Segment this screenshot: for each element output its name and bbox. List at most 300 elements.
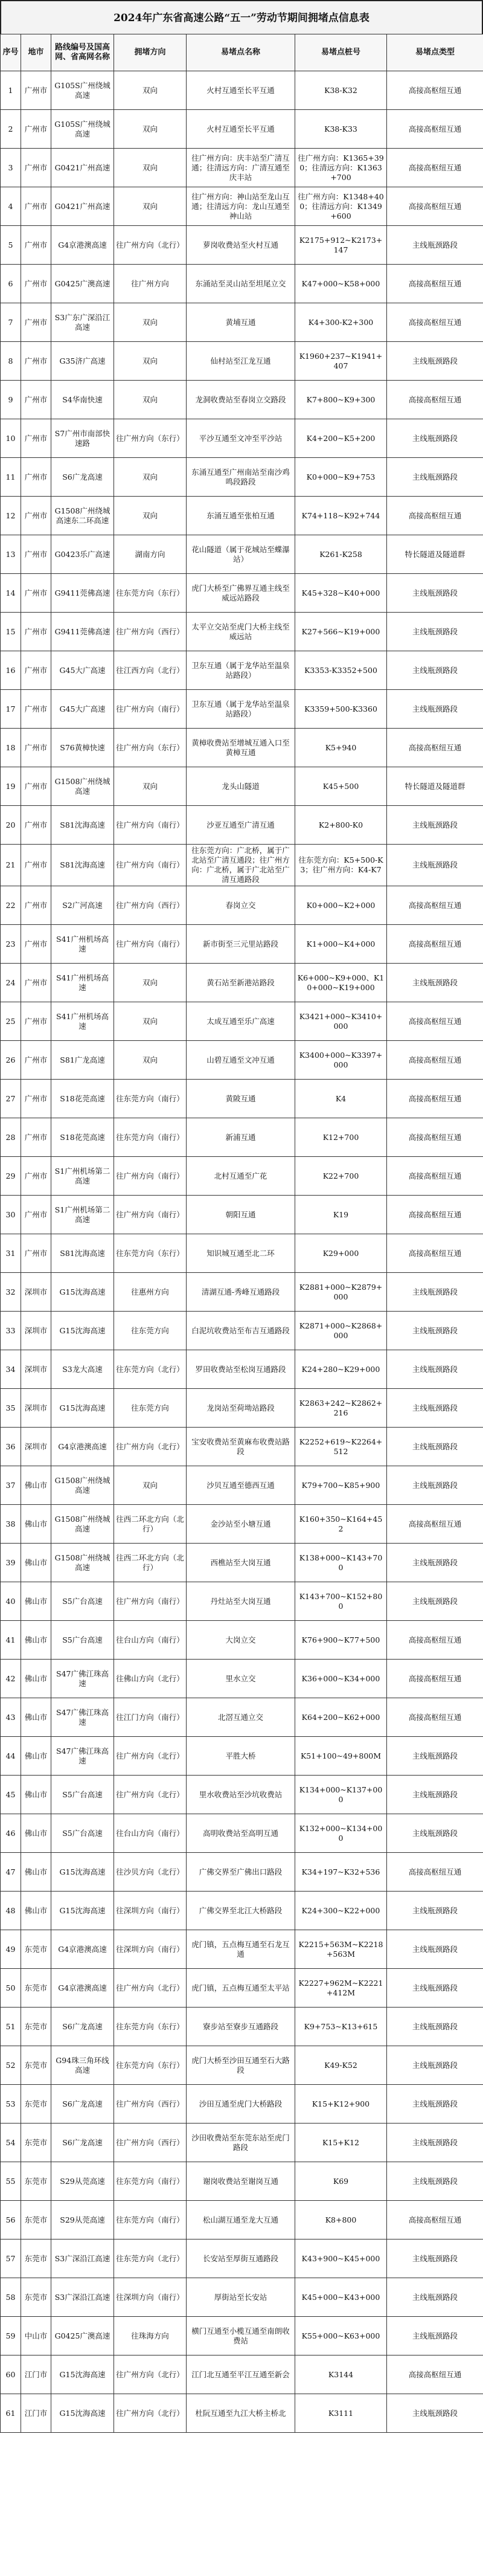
cell-direction: 往广州方向（南行）: [114, 806, 187, 845]
cell-type: 主线瓶颈路段: [387, 419, 483, 458]
table-row: [1, 1080, 483, 1118]
cell-stake: K69: [295, 2162, 387, 2201]
cell-stake: K134+000~K137+000: [295, 1776, 387, 1814]
cell-no: 8: [1, 342, 21, 381]
cell-stake: K1960+237~K1941+407: [295, 342, 387, 381]
cell-point-name: 大岗立交: [187, 1621, 295, 1660]
table-row: [1, 1737, 483, 1776]
cell-route: S47广佛江珠高速: [51, 1660, 114, 1698]
cell-no: 21: [1, 845, 21, 886]
cell-type: 高接高枢纽互通: [387, 71, 483, 110]
cell-route: G15沈海高速: [51, 2394, 114, 2433]
cell-point-name: 白泥坑收费站至布吉互通路段: [187, 1312, 295, 1350]
cell-direction: 双向: [114, 1002, 187, 1041]
cell-city: 广州市: [21, 71, 51, 110]
cell-city: 佛山市: [21, 1466, 51, 1505]
cell-stake: K49-K52: [295, 2046, 387, 2085]
cell-direction: 双向: [114, 767, 187, 806]
table-row: [1, 925, 483, 964]
cell-type: 高接高枢纽互通: [387, 1196, 483, 1234]
cell-type: 主线瓶颈路段: [387, 2240, 483, 2278]
cell-no: 34: [1, 1350, 21, 1389]
cell-point-name: 黄陂互通: [187, 1080, 295, 1118]
cell-city: 江门市: [21, 2355, 51, 2394]
cell-point-name: 黄石站至新港站路段: [187, 964, 295, 1002]
cell-route: G1508广州绕城高速: [51, 1544, 114, 1582]
cell-stake: K5+940: [295, 729, 387, 767]
table-row: [1, 1466, 483, 1505]
cell-no: 25: [1, 1002, 21, 1041]
cell-stake: K3144: [295, 2355, 387, 2394]
cell-stake: K15+K12: [295, 2124, 387, 2162]
cell-route: S29从莞高速: [51, 2162, 114, 2201]
cell-route: S41广州机场高速: [51, 1002, 114, 1041]
cell-route: G1508广州绕城高速: [51, 1505, 114, 1544]
cell-type: 主线瓶颈路段: [387, 806, 483, 845]
cell-city: 广州市: [21, 729, 51, 767]
cell-route: G15沈海高速: [51, 1892, 114, 1930]
cell-route: S3广深沿江高速: [51, 2240, 114, 2278]
table-header-row: [1, 34, 483, 71]
cell-city: 广州市: [21, 419, 51, 458]
cell-no: 54: [1, 2124, 21, 2162]
cell-type: 高接高枢纽互通: [387, 1853, 483, 1892]
cell-point-name: 谢岗收费站至谢岗互通: [187, 2162, 295, 2201]
cell-stake: K2863+242~K2862+216: [295, 1389, 387, 1428]
cell-city: 广州市: [21, 964, 51, 1002]
cell-no: 41: [1, 1621, 21, 1660]
cell-type: 主线瓶颈路段: [387, 1776, 483, 1814]
cell-no: 39: [1, 1544, 21, 1582]
cell-point-name: 花山隧道（属于花城站至蝶瀑站）: [187, 535, 295, 574]
table-row: [1, 767, 483, 806]
cell-route: S5广台高速: [51, 1621, 114, 1660]
cell-route: S76黄樟快速: [51, 729, 114, 767]
cell-direction: 往深圳方向（南行）: [114, 2278, 187, 2317]
cell-type: 高接高枢纽互通: [387, 2201, 483, 2240]
cell-type: 主线瓶颈路段: [387, 2317, 483, 2355]
cell-no: 27: [1, 1080, 21, 1118]
cell-stake: K64+200~K62+000: [295, 1698, 387, 1737]
cell-point-name: 里水收费站至沙坑收费站: [187, 1776, 295, 1814]
cell-stake: K6+000~K9+000、K10+000~K19+000: [295, 964, 387, 1002]
cell-city: 东莞市: [21, 2124, 51, 2162]
cell-type: 主线瓶颈路段: [387, 1969, 483, 2008]
cell-point-name: 东涌站至灵山站至坦尾立交: [187, 265, 295, 303]
cell-city: 东莞市: [21, 2085, 51, 2124]
cell-point-name: 罗田收费站至松岗互通路段: [187, 1350, 295, 1389]
cell-city: 深圳市: [21, 1428, 51, 1466]
cell-direction: 往广州方向（西行）: [114, 886, 187, 925]
cell-route: G105S广州绕城高速: [51, 71, 114, 110]
cell-route: G0425广澳高速: [51, 2317, 114, 2355]
cell-no: 23: [1, 925, 21, 964]
cell-stake: K19: [295, 1196, 387, 1234]
table-row: [1, 2201, 483, 2240]
cell-route: S1广州机场第二高速: [51, 1196, 114, 1234]
cell-stake: K138+000~K143+700: [295, 1544, 387, 1582]
cell-no: 58: [1, 2278, 21, 2317]
cell-direction: 往广州方向（南行）: [114, 925, 187, 964]
cell-city: 佛山市: [21, 1776, 51, 1814]
cell-direction: 往珠海方向: [114, 2317, 187, 2355]
table-row: [1, 1930, 483, 1969]
table-row: [1, 342, 483, 381]
cell-type: 高接高枢纽互通: [387, 1118, 483, 1157]
cell-city: 广州市: [21, 767, 51, 806]
cell-direction: 往广州方向（北行）: [114, 1737, 187, 1776]
cell-point-name: 往东莞方向：广北桥，属于广北站至广清互通段；往广州方向：广北桥，属于广北站至广清互通路段: [187, 845, 295, 886]
cell-route: S47广佛江珠高速: [51, 1737, 114, 1776]
cell-point-name: 萝岗收费站至火村互通: [187, 226, 295, 265]
cell-direction: 双向: [114, 303, 187, 342]
cell-point-name: 丹灶站至大岗互通: [187, 1582, 295, 1621]
cell-no: 5: [1, 226, 21, 265]
table-body: [1, 71, 483, 2433]
cell-stake: 往广州方向：K1348+400；往清远方向：K1349+600: [295, 187, 387, 226]
table-row: [1, 2046, 483, 2085]
cell-city: 广州市: [21, 381, 51, 419]
cell-point-name: 火村互通至长平互通: [187, 110, 295, 149]
cell-city: 东莞市: [21, 2278, 51, 2317]
table-row: [1, 1428, 483, 1466]
cell-route: S6广龙高速: [51, 2085, 114, 2124]
cell-no: 47: [1, 1853, 21, 1892]
cell-no: 24: [1, 964, 21, 1002]
cell-no: 4: [1, 187, 21, 226]
cell-stake: K79+700~K85+900: [295, 1466, 387, 1505]
table-row: [1, 2008, 483, 2046]
table-row: [1, 187, 483, 226]
cell-point-name: 知识城互通至北二环: [187, 1234, 295, 1273]
table-row: [1, 1505, 483, 1544]
cell-route: G4京港澳高速: [51, 1969, 114, 2008]
cell-type: 主线瓶颈路段: [387, 1737, 483, 1776]
table-row: [1, 1621, 483, 1660]
cell-city: 深圳市: [21, 1350, 51, 1389]
cell-route: S5广台高速: [51, 1814, 114, 1853]
cell-type: 特长隧道及隧道群: [387, 767, 483, 806]
cell-route: S6广龙高速: [51, 458, 114, 497]
cell-point-name: 黄埔互通: [187, 303, 295, 342]
cell-stake: K3400+000~K3397+000: [295, 1041, 387, 1080]
table-row: [1, 2124, 483, 2162]
cell-direction: 双向: [114, 1041, 187, 1080]
cell-city: 广州市: [21, 613, 51, 651]
cell-no: 29: [1, 1157, 21, 1196]
cell-stake: K24+280~K29+000: [295, 1350, 387, 1389]
cell-type: 高接高枢纽互通: [387, 2355, 483, 2394]
cell-type: 主线瓶颈路段: [387, 1428, 483, 1466]
header-city: 地市: [21, 34, 51, 71]
table-row: [1, 149, 483, 187]
cell-city: 广州市: [21, 925, 51, 964]
cell-type: 高接高枢纽互通: [387, 729, 483, 767]
cell-stake: K36+000~K34+000: [295, 1660, 387, 1698]
cell-city: 广州市: [21, 1196, 51, 1234]
cell-stake: K45+328~K40+000: [295, 574, 387, 613]
cell-point-name: 广佛交界至北江大桥路段: [187, 1892, 295, 1930]
cell-no: 36: [1, 1428, 21, 1466]
table-row: [1, 2394, 483, 2433]
cell-city: 广州市: [21, 110, 51, 149]
cell-type: 高接高枢纽互通: [387, 110, 483, 149]
cell-no: 60: [1, 2355, 21, 2394]
table-row: [1, 1582, 483, 1621]
cell-type: 主线瓶颈路段: [387, 574, 483, 613]
table-row: [1, 265, 483, 303]
cell-type: 主线瓶颈路段: [387, 1544, 483, 1582]
cell-point-name: 杜阮互通至九江大桥主桥北: [187, 2394, 295, 2433]
cell-stake: K2252+619~K2264+512: [295, 1428, 387, 1466]
header-type: 易堵点类型: [387, 34, 483, 71]
cell-stake: K2881+000~K2879+000: [295, 1273, 387, 1312]
cell-point-name: 东涌互通至广州南站至南沙鸡鸣段路段: [187, 458, 295, 497]
table-row: [1, 419, 483, 458]
cell-direction: 往广州方向（东行）: [114, 419, 187, 458]
cell-direction: 往沙贝方向（北行）: [114, 1853, 187, 1892]
cell-route: G9411莞佛高速: [51, 613, 114, 651]
cell-point-name: 山碧互通至文冲互通: [187, 1041, 295, 1080]
header-point-name: 易堵点名称: [187, 34, 295, 71]
cell-type: 主线瓶颈路段: [387, 1312, 483, 1350]
cell-city: 东莞市: [21, 2240, 51, 2278]
cell-point-name: 里水立交: [187, 1660, 295, 1698]
table-row: [1, 1814, 483, 1853]
cell-city: 广州市: [21, 1157, 51, 1196]
cell-type: 高接高枢纽互通: [387, 1660, 483, 1698]
cell-type: 主线瓶颈路段: [387, 845, 483, 886]
cell-route: G0425广澳高速: [51, 265, 114, 303]
cell-type: 主线瓶颈路段: [387, 1466, 483, 1505]
table-row: [1, 1660, 483, 1698]
cell-direction: 往东莞方向: [114, 1389, 187, 1428]
cell-type: 主线瓶颈路段: [387, 226, 483, 265]
cell-type: 高接高枢纽互通: [387, 1002, 483, 1041]
cell-point-name: 沙亚互通至广清互通: [187, 806, 295, 845]
cell-direction: 往深圳方向（南行）: [114, 1930, 187, 1969]
cell-route: S81广龙高速: [51, 1041, 114, 1080]
cell-stake: K15+K12+900: [295, 2085, 387, 2124]
cell-point-name: 宝安收费站至黄麻布收费站路段: [187, 1428, 295, 1466]
cell-city: 广州市: [21, 265, 51, 303]
cell-stake: K51+100~49+800M: [295, 1737, 387, 1776]
cell-stake: K76+900~K77+500: [295, 1621, 387, 1660]
cell-point-name: 东涌互通至张柏互通: [187, 497, 295, 535]
cell-route: S47广佛江珠高速: [51, 1698, 114, 1737]
cell-no: 13: [1, 535, 21, 574]
cell-stake: K3421+000~K3410+000: [295, 1002, 387, 1041]
cell-type: 高接高枢纽互通: [387, 187, 483, 226]
cell-type: 高接高枢纽互通: [387, 265, 483, 303]
table-row: [1, 1350, 483, 1389]
cell-no: 49: [1, 1930, 21, 1969]
cell-no: 31: [1, 1234, 21, 1273]
cell-point-name: 虎门镇，五点梅互通至太平站: [187, 1969, 295, 2008]
cell-direction: 湖南方向: [114, 535, 187, 574]
cell-stake: K2227+962M~K2221+412M: [295, 1969, 387, 2008]
cell-city: 广州市: [21, 303, 51, 342]
cell-type: 高接高枢纽互通: [387, 1157, 483, 1196]
cell-route: S3广深沿江高速: [51, 2278, 114, 2317]
cell-no: 46: [1, 1814, 21, 1853]
cell-direction: 往东莞方向（东行）: [114, 1234, 187, 1273]
table-row: [1, 1969, 483, 2008]
cell-type: 高接高枢纽互通: [387, 925, 483, 964]
cell-point-name: 龙洞收费站至春岗立交路段: [187, 381, 295, 419]
cell-direction: 往东莞方向（南行）: [114, 1080, 187, 1118]
cell-city: 广州市: [21, 1041, 51, 1080]
cell-type: 主线瓶颈路段: [387, 2046, 483, 2085]
cell-city: 广州市: [21, 845, 51, 886]
page-title: 2024年广东省高速公路“五一”劳动节期间拥堵点信息表: [0, 0, 483, 34]
cell-point-name: 广佛交界至广佛出口路段: [187, 1853, 295, 1892]
cell-city: 广州市: [21, 690, 51, 729]
cell-point-name: 虎门镇，五点梅互通至石龙互通: [187, 1930, 295, 1969]
cell-route: S2广河高速: [51, 886, 114, 925]
cell-city: 佛山市: [21, 1814, 51, 1853]
table-row: [1, 690, 483, 729]
cell-stake: K8+800: [295, 2201, 387, 2240]
cell-no: 11: [1, 458, 21, 497]
table-row: [1, 1002, 483, 1041]
cell-type: 主线瓶颈路段: [387, 2008, 483, 2046]
cell-point-name: 平胜大桥: [187, 1737, 295, 1776]
cell-type: 主线瓶颈路段: [387, 2162, 483, 2201]
cell-route: G4京港澳高速: [51, 226, 114, 265]
table-row: [1, 845, 483, 886]
cell-type: 主线瓶颈路段: [387, 1814, 483, 1853]
cell-city: 佛山市: [21, 1544, 51, 1582]
cell-point-name: 沙田互通至虎门大桥路段: [187, 2085, 295, 2124]
cell-direction: 双向: [114, 149, 187, 187]
cell-stake: K27+566~K19+000: [295, 613, 387, 651]
cell-direction: 往东莞方向（东行）: [114, 2046, 187, 2085]
cell-route: G15沈海高速: [51, 1312, 114, 1350]
cell-no: 10: [1, 419, 21, 458]
cell-no: 56: [1, 2201, 21, 2240]
cell-city: 广州市: [21, 1234, 51, 1273]
cell-route: S29从莞高速: [51, 2201, 114, 2240]
cell-route: G15沈海高速: [51, 1389, 114, 1428]
cell-type: 特长隧道及隧道群: [387, 535, 483, 574]
cell-no: 18: [1, 729, 21, 767]
cell-city: 广州市: [21, 651, 51, 690]
cell-stake: K2175+912~K2173+147: [295, 226, 387, 265]
cell-route: G9411莞佛高速: [51, 574, 114, 613]
cell-no: 32: [1, 1273, 21, 1312]
cell-point-name: 清湖互通-秀峰互通路段: [187, 1273, 295, 1312]
cell-type: 主线瓶颈路段: [387, 1930, 483, 1969]
table-row: [1, 2355, 483, 2394]
cell-city: 广州市: [21, 149, 51, 187]
cell-city: 广州市: [21, 806, 51, 845]
cell-stake: K24+300~K22+000: [295, 1892, 387, 1930]
cell-stake: K38-K32: [295, 71, 387, 110]
cell-no: 61: [1, 2394, 21, 2433]
cell-city: 佛山市: [21, 1853, 51, 1892]
cell-stake: K12+700: [295, 1118, 387, 1157]
cell-route: G1508广州绕城高速: [51, 767, 114, 806]
cell-point-name: 火村互通至长平互通: [187, 71, 295, 110]
table-row: [1, 964, 483, 1002]
header-no: 序号: [1, 34, 21, 71]
cell-stake: K45+500: [295, 767, 387, 806]
cell-city: 广州市: [21, 1002, 51, 1041]
cell-route: G4京港澳高速: [51, 1428, 114, 1466]
cell-no: 33: [1, 1312, 21, 1350]
cell-direction: 往东莞方向（东行）: [114, 2008, 187, 2046]
cell-stake: K2871+000~K2868+000: [295, 1312, 387, 1350]
cell-stake: K55+000~K63+000: [295, 2317, 387, 2355]
cell-city: 江门市: [21, 2394, 51, 2433]
cell-direction: 双向: [114, 187, 187, 226]
cell-route: S6广龙高速: [51, 2008, 114, 2046]
table-row: [1, 535, 483, 574]
cell-route: S7广州市南部快速路: [51, 419, 114, 458]
cell-no: 19: [1, 767, 21, 806]
table-row: [1, 458, 483, 497]
cell-direction: 往惠州方向: [114, 1273, 187, 1312]
cell-city: 佛山市: [21, 1660, 51, 1698]
cell-direction: 往台山方向（南行）: [114, 1621, 187, 1660]
cell-direction: 双向: [114, 458, 187, 497]
cell-city: 广州市: [21, 535, 51, 574]
cell-stake: K47+000~K58+000: [295, 265, 387, 303]
cell-no: 38: [1, 1505, 21, 1544]
cell-no: 9: [1, 381, 21, 419]
cell-no: 30: [1, 1196, 21, 1234]
cell-type: 主线瓶颈路段: [387, 1892, 483, 1930]
cell-city: 广州市: [21, 226, 51, 265]
cell-direction: 往东莞方向（南行）: [114, 1118, 187, 1157]
cell-route: S81沈海高速: [51, 845, 114, 886]
cell-type: 主线瓶颈路段: [387, 651, 483, 690]
cell-stake: K7+800~K9+300: [295, 381, 387, 419]
cell-no: 17: [1, 690, 21, 729]
table-row: [1, 806, 483, 845]
cell-route: G94珠三角环线高速: [51, 2046, 114, 2085]
cell-point-name: 卫东互通（属于龙华站至温泉站路段）: [187, 690, 295, 729]
cell-city: 佛山市: [21, 1582, 51, 1621]
cell-no: 48: [1, 1892, 21, 1930]
cell-city: 东莞市: [21, 2162, 51, 2201]
cell-type: 主线瓶颈路段: [387, 1582, 483, 1621]
cell-type: 主线瓶颈路段: [387, 964, 483, 1002]
cell-direction: 往广州方向（南行）: [114, 1196, 187, 1234]
cell-direction: 往广州方向（南行）: [114, 1157, 187, 1196]
cell-no: 22: [1, 886, 21, 925]
cell-point-name: 江门北互通至平江互通至新会: [187, 2355, 295, 2394]
cell-direction: 往广州方向（西行）: [114, 2124, 187, 2162]
cell-type: 高接高枢纽互通: [387, 886, 483, 925]
cell-direction: 往东莞方向（东行）: [114, 574, 187, 613]
cell-no: 14: [1, 574, 21, 613]
cell-direction: 往西二环北方向（北行）: [114, 1544, 187, 1582]
cell-route: S18花莞高速: [51, 1080, 114, 1118]
cell-stake: K43+900~K45+000: [295, 2240, 387, 2278]
cell-city: 佛山市: [21, 1621, 51, 1660]
cell-city: 广州市: [21, 1080, 51, 1118]
cell-direction: 往广州方向: [114, 265, 187, 303]
cell-point-name: 寮步站至寮步互通路段: [187, 2008, 295, 2046]
cell-stake: K34+197~K32+536: [295, 1853, 387, 1892]
cell-type: 主线瓶颈路段: [387, 2394, 483, 2433]
cell-point-name: 龙岗站至荷坳站路段: [187, 1389, 295, 1428]
cell-route: S4华南快速: [51, 381, 114, 419]
table-row: [1, 1892, 483, 1930]
cell-route: G0421广州高速: [51, 187, 114, 226]
